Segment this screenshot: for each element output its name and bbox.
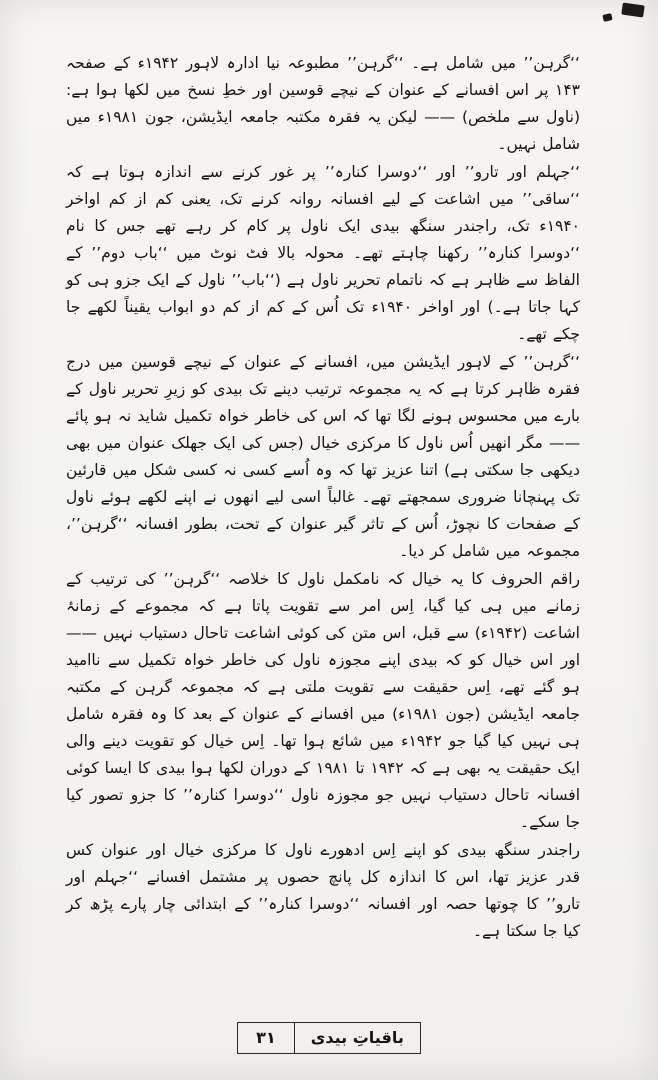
text-block	[66, 50, 580, 945]
footer-book-title: باقیاتِ بیدی	[310, 1028, 404, 1047]
scan-artifact	[602, 13, 612, 22]
page-footer	[0, 1022, 658, 1054]
scan-artifact	[621, 3, 644, 18]
paragraph-5: راجندر سنگھ بیدی کو اپنے اِس ادھورے ناول کا مرکزی خیال اور عنوان کس قدر عزیز تھا، اس کا اندازہ کل پانچ حصوں پر مشتمل افسانے ‘‘جہلم اور تارو’’ کا چوتھا حصہ اور افسانہ ‘‘دوسرا کنارہ’’ کے ابتدائی چار پارے پڑھ کر کیا جا سکتا ہے۔	[66, 841, 580, 940]
page-number: ۳۱	[238, 1023, 295, 1053]
footer-box	[237, 1022, 421, 1054]
paragraph-1: ‘‘گرہن’’ میں شامل ہے۔ ‘‘گرہن’’ مطبوعہ نیا ادارہ لاہور ۱۹۴۲ء کے صفحہ ۱۴۳ پر اس افسانے کے عنوان کے نیچے قوسین اور خطِ نسخ میں لکھا ہوا ہے: (ناول سے ملخص) —— لیکن یہ فقرہ مکتبہ جامعہ ایڈیشن، جون ۱۹۸۱ء میں شامل نہیں۔	[66, 54, 580, 153]
paragraph-4: راقم الحروف کا یہ خیال کہ نامکمل ناول کا خلاصہ ‘‘گرہن’’ کی ترتیب کے زمانے میں ہی کیا گیا، اِس امر سے تقویت پاتا ہے کہ مجموعے کے زمانۂ اشاعت (۱۹۴۲ء) سے قبل، اس متن کی کوئی اشاعت تاحال دستیاب نہیں —— اور اس خیال کو کہ بیدی اپنے مجوزہ ناول کی خاطر خواہ تکمیل سے ناامید ہو گئے تھے، اِس حقیقت سے تقویت ملتی ہے کہ مجموعہ گرہن کے مکتبہ جامعہ ایڈیشن (جون ۱۹۸۱ء) میں افسانے کے عنوان کے بعد کا وہ فقرہ شامل ہی نہیں کیا گیا جو ۱۹۴۲ء میں شائع ہوا تھا۔ اِس خیال کو تقویت دینے والی ایک حقیقت یہ بھی ہے کہ ۱۹۴۲ تا ۱۹۸۱ کے دوران لکھا ہوا بیدی کا ایسا کوئی افسانہ تاحال دستیاب نہیں جو مجوزہ ناول ‘‘دوسرا کنارہ’’ کا جزو تصور کیا جا سکے۔	[66, 570, 581, 831]
paragraph-2: ‘‘جہلم اور تارو’’ اور ‘‘دوسرا کنارہ’’ پر غور کرنے سے اندازہ ہوتا ہے کہ ‘‘ساقی’’ میں اشاعت کے لیے افسانہ روانہ کرنے تک، یعنی کم از کم اواخر ۱۹۴۰ء تک، راجندر سنگھ بیدی ایک ناول پر کام کر رہے تھے جس کا نام ‘‘دوسرا کنارہ’’ رکھنا چاہتے تھے۔ محولہ بالا فٹ نوٹ میں ‘‘باب دوم’’ کے الفاظ سے ظاہر ہے کہ ناتمام تحریر ناول ہے (‘‘باب’’ ناول کے ایک جزو ہی کو کہا جاتا ہے۔) اور اواخر ۱۹۴۰ء تک اُس کے کم از کم دو ابواب یقیناً لکھے جا چکے تھے۔	[66, 163, 580, 343]
paragraph-3: ‘‘گرہن’’ کے لاہور ایڈیشن میں، افسانے کے عنوان کے نیچے قوسین میں درج فقرہ ظاہر کرتا ہے کہ یہ مجموعہ ترتیب دینے تک بیدی کو زیرِ تحریر ناول کے بارے میں محسوس ہونے لگا تھا کہ اس کی خاطر خواہ تکمیل شاید نہ ہو پائے —— مگر انھیں اُس ناول کا مرکزی خیال (جس کی ایک جھلک عنوان میں بھی دیکھی جا سکتی ہے) اتنا عزیز تھا کہ وہ اُسے کسی نہ کسی شکل میں قارئین تک پہنچانا ضروری سمجھتے تھے۔ غالباً اسی لیے انھوں نے اپنے لکھے ہوئے ناول کے صفحات کا نچوڑ، اُس کے تاثر گیر عنوان کے تحت، بطور افسانہ ‘‘گرہن’’، مجموعہ میں شامل کر دیا۔	[66, 353, 580, 560]
